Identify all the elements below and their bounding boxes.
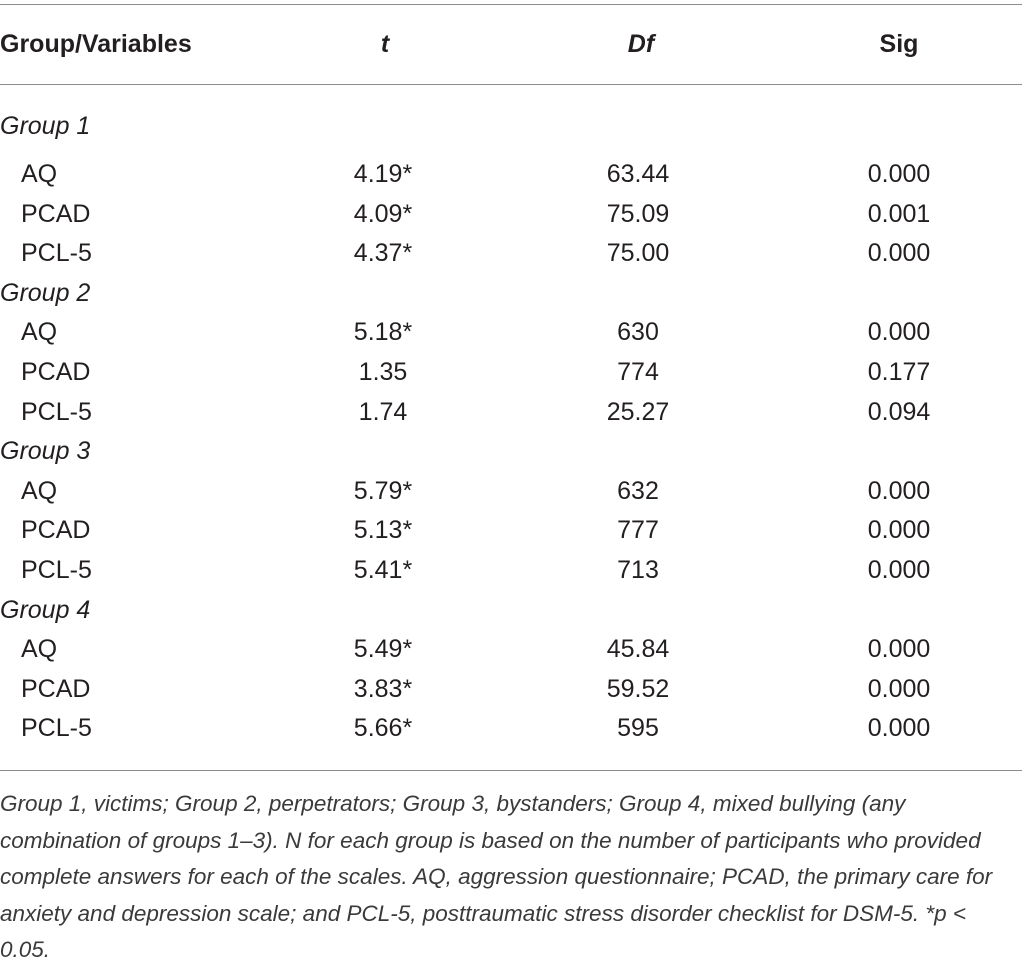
sig-value: 0.000	[867, 160, 931, 188]
df-value: 45.84	[606, 635, 670, 664]
df-value: 595	[617, 714, 659, 743]
t-value: 3.83*	[353, 674, 413, 703]
sig-value: 0.000	[867, 318, 931, 347]
t-value: 5.66*	[353, 714, 413, 743]
table-row	[0, 353, 1022, 393]
sig-value: 0.000	[867, 476, 931, 505]
table-body	[0, 107, 1022, 749]
t-value: 5.13*	[353, 516, 413, 545]
header-t-label: t	[380, 30, 390, 58]
header-group-variables: Group/Variables	[0, 30, 192, 58]
sig-value: 0.000	[867, 674, 931, 703]
table-row	[0, 393, 1022, 433]
variable-label: PCAD	[21, 516, 91, 545]
group-row	[0, 274, 1022, 314]
table-row	[0, 234, 1022, 274]
table-row	[0, 551, 1022, 591]
group-label: Group 3	[0, 437, 91, 466]
t-value: 5.49*	[353, 635, 413, 664]
group-label: Group 2	[0, 278, 91, 307]
sig-value: 0.000	[867, 516, 931, 545]
table-header-rule	[0, 84, 1022, 85]
group-row	[0, 107, 1022, 155]
sig-value: 0.000	[867, 239, 931, 268]
df-value: 59.52	[606, 674, 670, 703]
sig-value: 0.177	[867, 357, 931, 386]
df-value: 777	[617, 516, 659, 545]
table-row	[0, 472, 1022, 512]
variable-label: PCAD	[21, 357, 91, 386]
df-value: 63.44	[606, 160, 670, 188]
variable-label: PCL-5	[21, 397, 92, 426]
sig-value: 0.001	[867, 199, 931, 228]
variable-label: PCL-5	[21, 555, 92, 584]
sig-value: 0.000	[867, 555, 931, 584]
variable-label: AQ	[21, 160, 58, 188]
t-value: 5.41*	[353, 555, 413, 584]
table-row	[0, 709, 1022, 749]
group-label: Group 1	[0, 112, 91, 140]
variable-label: PCAD	[21, 199, 91, 228]
variable-label: AQ	[21, 476, 58, 505]
table-row	[0, 155, 1022, 195]
table-row	[0, 313, 1022, 353]
table-row	[0, 670, 1022, 710]
t-value: 5.79*	[353, 476, 413, 505]
t-value: 4.19*	[353, 160, 413, 188]
df-value: 774	[617, 357, 659, 386]
df-value: 25.27	[606, 397, 670, 426]
group-row	[0, 432, 1022, 472]
df-value: 713	[617, 555, 659, 584]
table-bottom-rule	[0, 770, 1022, 771]
sig-value: 0.000	[867, 635, 931, 664]
sig-value: 0.000	[867, 714, 931, 743]
df-value: 75.00	[606, 239, 670, 268]
header-df-label: Df	[627, 30, 655, 58]
group-row	[0, 591, 1022, 631]
variable-label: PCAD	[21, 674, 91, 703]
header-sig-label: Sig	[879, 30, 919, 58]
t-value: 4.09*	[353, 199, 413, 228]
variable-label: AQ	[21, 318, 58, 347]
group-label: Group 4	[0, 595, 91, 624]
df-value: 630	[617, 318, 659, 347]
table-row	[0, 195, 1022, 235]
t-value: 4.37*	[353, 239, 413, 268]
table-row	[0, 630, 1022, 670]
t-value: 1.74	[358, 397, 408, 426]
df-value: 632	[617, 476, 659, 505]
t-value: 5.18*	[353, 318, 413, 347]
sig-value: 0.094	[867, 397, 931, 426]
t-value: 1.35	[358, 357, 408, 386]
table-footnote: Group 1, victims; Group 2, perpetrators; Group 3, bystanders; Group 4, mixed bullying (any combination of groups 1–3). N for each group is based on the number of participants who provided complete answers for each of the scales. AQ, aggression questionnaire; PCAD, the primary care for anxiety and depression scale; and PCL-5, posttraumatic stress disorder checklist for DSM-5. *p < 0.05.	[0, 791, 993, 962]
table-top-rule	[0, 4, 1022, 5]
variable-label: PCL-5	[21, 714, 92, 743]
table-row	[0, 511, 1022, 551]
variable-label: PCL-5	[21, 239, 92, 268]
variable-label: AQ	[21, 635, 58, 664]
df-value: 75.09	[606, 199, 670, 228]
